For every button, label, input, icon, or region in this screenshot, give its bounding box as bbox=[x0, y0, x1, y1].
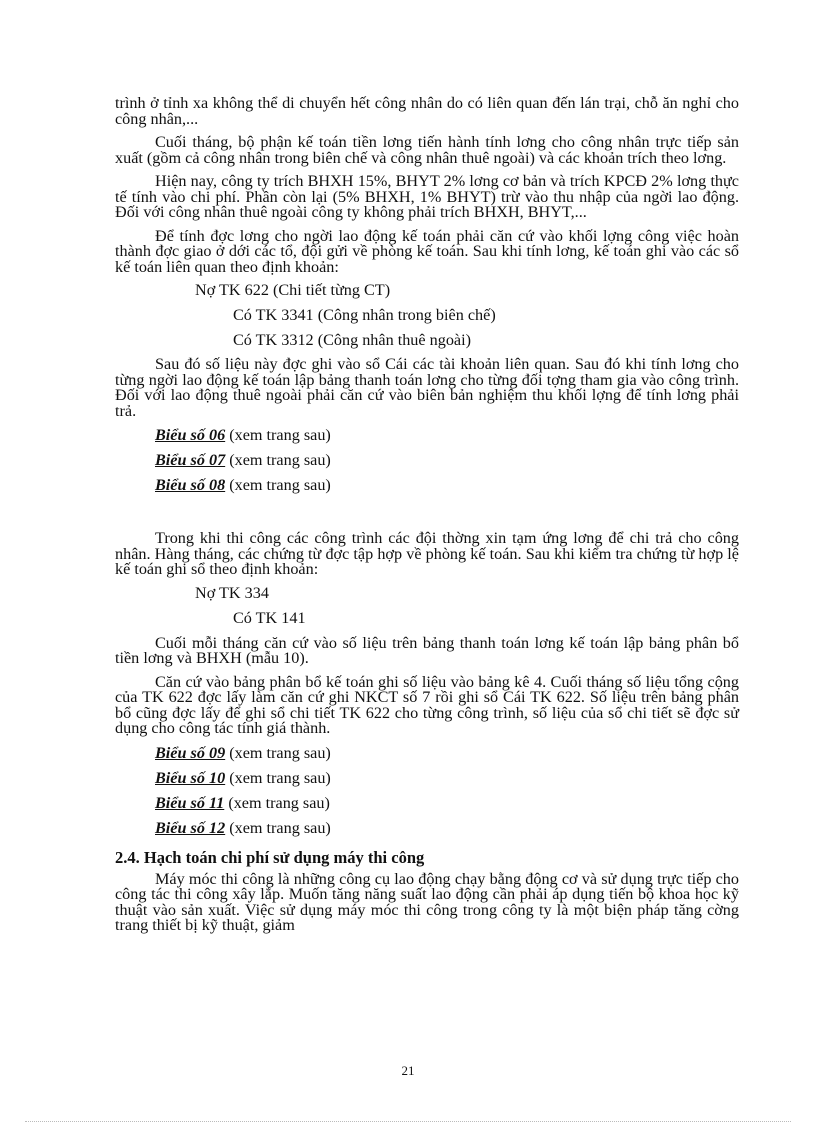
journal-entry-block bbox=[115, 581, 739, 631]
bieu-list bbox=[115, 741, 739, 841]
document-page bbox=[115, 96, 739, 934]
credit-entry: Có TK 3341 (Công nhân trong biên chế) bbox=[233, 306, 496, 324]
paragraph: Căn cứ vào bảng phân bổ kế toán ghi số liệu vào bảng kê 4. Cuối tháng số liệu tổng cộng của TK 622 đợc lấy làm căn cứ ghi NKCT số 7 rồi ghi sổ Cái TK 622. Số liệu trên bảng phân bổ cũng đợc lấy để ghi sổ chi tiết TK 622 cho từng công trình, số liệu của sổ chi tiết sẽ đợc sử dụng cho công tác tính giá thành. bbox=[115, 672, 739, 737]
paragraph: Cuối mỗi tháng căn cứ vào số liệu trên bảng thanh toán lơng kế toán lập bảng phân bổ tiền lơng và BHXH (mẫu 10). bbox=[115, 633, 739, 667]
debit-entry: Nợ TK 622 (Chi tiết từng CT) bbox=[195, 281, 391, 299]
bieu-note: (xem trang sau) bbox=[225, 451, 331, 469]
section-heading: 2.4. Hạch toán chi phí sử dụng máy thi công bbox=[115, 847, 425, 867]
paragraph: Máy móc thi công là những công cụ lao động chạy bằng động cơ và sử dụng trực tiếp cho công tác thi công xây lắp. Muốn tăng năng suất lao động cần phải áp dụng tiến bộ khoa học kỹ thuật vào sản xuất. Việc sử dụng máy móc thi công trong công ty là một biện pháp tăng cờng trang thiết bị kỹ thuật, giảm bbox=[115, 869, 739, 934]
paragraph: Hiện nay, công ty trích BHXH 15%, BHYT 2% lơng cơ bản và trích KPCĐ 2% lơng thực tế tính vào chi phí. Phần còn lại (5% BHXH, 1% BHYT) trừ vào thu nhập của ngời lao động. Đối với công nhân thuê ngoài công ty không phải trích BHXH, BHYT,... bbox=[115, 172, 739, 221]
debit-entry: Nợ TK 334 bbox=[195, 583, 269, 602]
bieu-link[interactable]: Biểu số 11 bbox=[155, 793, 225, 812]
bieu-link[interactable]: Biểu số 12 bbox=[155, 818, 226, 837]
page-number: 21 bbox=[401, 1063, 415, 1078]
bieu-reference bbox=[115, 741, 739, 766]
bieu-note: (xem trang sau) bbox=[225, 743, 331, 762]
journal-entry-block bbox=[115, 278, 739, 353]
bieu-reference bbox=[115, 423, 739, 448]
paragraph: trình ở tỉnh xa không thể di chuyển hết công nhân do có liên quan đến lán trại, chỗ ăn nghỉ cho công nhân,... bbox=[115, 94, 739, 128]
bieu-link[interactable]: Biểu số 09 bbox=[155, 743, 226, 762]
bieu-reference bbox=[115, 448, 739, 473]
paragraph: Trong khi thi công các công trình các đội thờng xin tạm ứng lơng để chi trả cho công nhân. Hàng tháng, các chứng từ đợc tập hợp về phòng kế toán. Sau khi kiểm tra chứng từ hợp lệ kế toán ghi sổ theo định khoản: bbox=[115, 529, 739, 578]
bieu-note: (xem trang sau) bbox=[224, 793, 330, 812]
bieu-note: (xem trang sau) bbox=[225, 426, 331, 444]
bieu-link[interactable]: Biểu số 10 bbox=[155, 768, 226, 787]
bieu-reference bbox=[115, 473, 739, 498]
bieu-reference bbox=[115, 816, 739, 841]
paragraph: Cuối tháng, bộ phận kế toán tiền lơng tiến hành tính lơng cho công nhân trực tiếp sản xuất (gồm cả công nhân trong biên chế và công nhân thuê ngoài) và các khoản trích theo lơng. bbox=[115, 133, 739, 167]
bieu-link[interactable]: Biểu số 07 bbox=[155, 451, 226, 469]
credit-entry: Có TK 141 bbox=[233, 608, 306, 627]
page-border-line bbox=[25, 1121, 791, 1122]
bieu-link[interactable]: Biểu số 08 bbox=[155, 476, 226, 494]
paragraph: Để tính đợc lơng cho ngời lao động kế toán phải căn cứ vào khối lợng công việc hoàn thành đợc giao ở dới các tổ, đội gửi về phòng kế toán. Sau khi tính lơng, kế toán ghi vào các sổ kế toán liên quan theo định khoản: bbox=[115, 226, 739, 276]
bieu-note: (xem trang sau) bbox=[225, 476, 331, 494]
paragraph: Sau đó số liệu này đợc ghi vào sổ Cái các tài khoản liên quan. Sau đó khi tính lơng cho từng ngời lao động kế toán lập bảng thanh toán lơng cho từng đối tợng tham gia vào công trình. Đối với lao động thuê ngoài phải căn cứ vào biên bản nghiệm thu khối lợng để tính lơng phải trả. bbox=[115, 355, 739, 420]
bieu-reference bbox=[115, 766, 739, 791]
bieu-link[interactable]: Biểu số 06 bbox=[155, 426, 226, 444]
bieu-note: (xem trang sau) bbox=[225, 818, 331, 837]
bieu-note: (xem trang sau) bbox=[225, 768, 331, 787]
bieu-reference bbox=[115, 791, 739, 816]
credit-entry: Có TK 3312 (Công nhân thuê ngoài) bbox=[233, 331, 471, 349]
bieu-list bbox=[115, 423, 739, 498]
